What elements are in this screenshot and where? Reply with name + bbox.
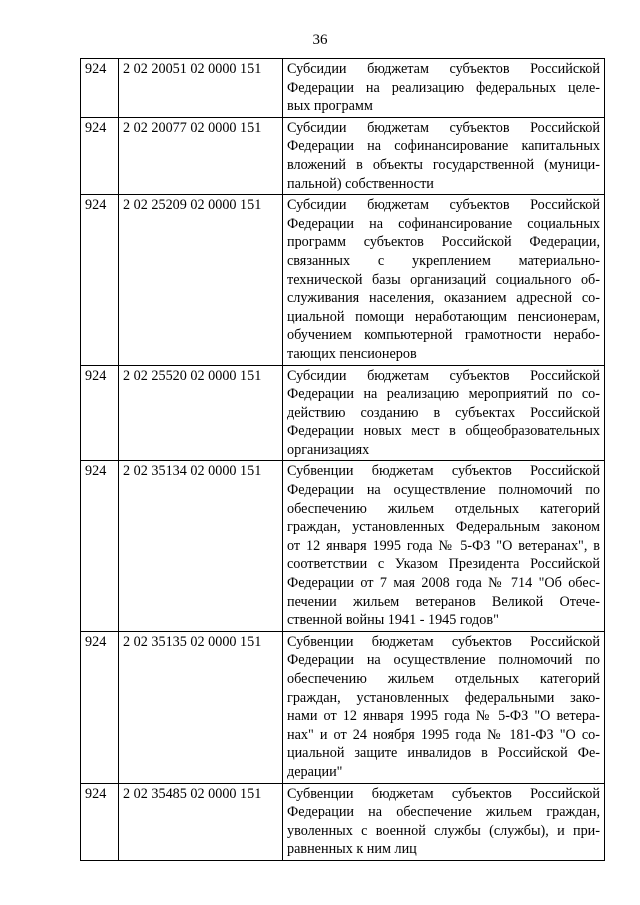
admin-code-cell: 924 <box>81 117 119 194</box>
description-line: обеспечению жильем отдельных категорий <box>287 671 600 687</box>
description-line: Субвенции бюджетам субъектов Российской <box>287 633 600 650</box>
admin-code-cell: 924 <box>81 59 119 118</box>
admin-code-cell: 924 <box>81 783 119 860</box>
description-line: дерации" <box>287 763 343 780</box>
description-line: печении жильем ветеранов Великой Отече- <box>287 593 600 610</box>
description-line: Федерации на реализацию федеральных целе- <box>287 79 600 96</box>
budget-code-cell: 2 02 35135 02 0000 151 <box>119 631 283 783</box>
description-line: Федерации новых мест в общеобразовательных <box>287 423 600 440</box>
description-line: циальной защите инвалидов в Российской Фе- <box>287 745 600 762</box>
budget-code-cell: 2 02 25520 02 0000 151 <box>119 365 283 461</box>
table-row <box>81 59 605 118</box>
description-cell <box>283 59 605 118</box>
page-number: 36 <box>312 32 328 48</box>
description-line: Субсидии бюджетам субъектов Российской <box>287 367 600 384</box>
description-line: уволенных с военной службы (службы), и при- <box>287 822 600 839</box>
description-line: служивания населения, оказанием адресной со- <box>287 290 600 307</box>
description-line: обеспечению жильем отдельных категорий <box>287 500 600 517</box>
description-cell <box>283 195 605 365</box>
description-cell <box>283 117 605 194</box>
description-line: от 12 января 1995 года № 5-ФЗ "О ветеранах", в <box>287 537 600 554</box>
table-row <box>81 631 605 783</box>
table-row <box>81 117 605 194</box>
description-line: граждан, установленных федеральными зако- <box>287 689 600 706</box>
description-line: организациях <box>287 441 370 458</box>
description-cell <box>283 461 605 631</box>
admin-code-cell: 924 <box>81 365 119 461</box>
budget-code-cell: 2 02 20077 02 0000 151 <box>119 117 283 194</box>
description-line: Федерации на софинансирование социальных <box>287 215 600 232</box>
description-line: граждан, установленных Федеральным законом <box>287 519 600 536</box>
description-line: тающих пенсионеров <box>287 345 417 362</box>
description-line: равненных к ним лиц <box>287 841 417 858</box>
description-cell <box>283 631 605 783</box>
table-row <box>81 195 605 365</box>
admin-code-cell: 924 <box>81 461 119 631</box>
budget-code-cell: 2 02 25209 02 0000 151 <box>119 195 283 365</box>
description-line: обучением компьютерной грамотности нерабо- <box>287 327 600 344</box>
description-line: действию созданию в субъектах Российской <box>287 404 600 421</box>
description-line: Федерации на софинансирование капитальных <box>287 138 600 155</box>
description-line: Субсидии бюджетам субъектов Российской <box>287 119 600 136</box>
table-body <box>81 59 605 861</box>
table-row <box>81 461 605 631</box>
description-line: Федерации от 7 мая 2008 года № 714 "Об обес- <box>287 575 600 592</box>
description-line: соответствии с Указом Президента Российской <box>287 556 600 573</box>
admin-code-cell: 924 <box>81 631 119 783</box>
admin-code-cell: 924 <box>81 195 119 365</box>
description-cell <box>283 783 605 860</box>
description-line: Субсидии бюджетам субъектов Российской <box>287 197 600 214</box>
description-line: Субсидии бюджетам субъектов Российской <box>287 61 600 77</box>
budget-code-cell: 2 02 20051 02 0000 151 <box>119 59 283 118</box>
description-cell <box>283 365 605 461</box>
description-line: нах" и от 24 ноября 1995 года № 181-ФЗ "О со- <box>287 726 600 743</box>
description-line: ственной войны 1941 - 1945 годов" <box>287 612 499 629</box>
description-line: Федерации на осуществление полномочий по <box>287 652 600 669</box>
description-line: Субвенции бюджетам субъектов Российской <box>287 785 600 802</box>
table-row <box>81 783 605 860</box>
table-row <box>81 365 605 461</box>
description-line: связанных с укреплением материально- <box>287 252 600 269</box>
description-line: программ субъектов Российской Федерации, <box>287 234 600 251</box>
description-line: Субвенции бюджетам субъектов Российской <box>287 463 600 480</box>
description-line: Федерации на осуществление полномочий по <box>287 482 600 499</box>
description-line: технической базы организаций социального об- <box>287 271 600 288</box>
budget-code-cell: 2 02 35134 02 0000 151 <box>119 461 283 631</box>
description-line: вых программ <box>287 98 373 115</box>
description-line: циальной помощи неработающим пенсионерам, <box>287 308 600 325</box>
budget-revenue-table <box>80 58 605 861</box>
description-line: Федерации на реализацию мероприятий по со- <box>287 386 600 403</box>
description-line: пальной) собственности <box>287 175 434 192</box>
budget-code-cell: 2 02 35485 02 0000 151 <box>119 783 283 860</box>
description-line: нами от 12 января 1995 года № 5-ФЗ "О ветера- <box>287 708 600 725</box>
description-line: вложений в объекты государственной (муници- <box>287 156 600 173</box>
description-line: Федерации на обеспечение жильем граждан, <box>287 804 600 821</box>
